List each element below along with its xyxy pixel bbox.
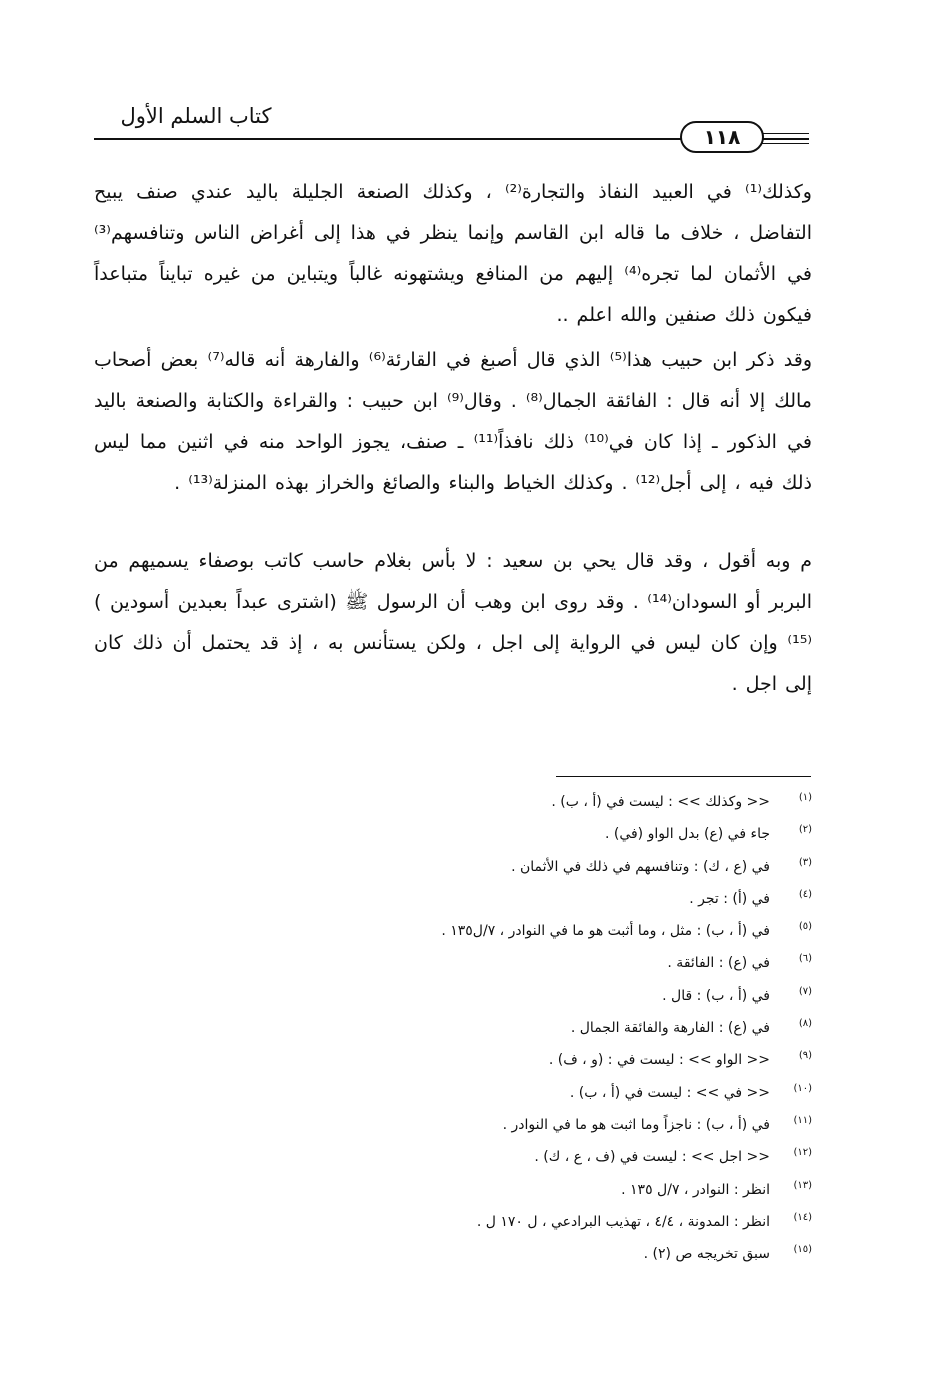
footnote-item bbox=[300, 949, 812, 981]
footnote-number: (١) bbox=[798, 792, 812, 803]
footnote-item bbox=[300, 1046, 812, 1078]
footnote-item bbox=[300, 820, 812, 852]
footnote-number: (١٣) bbox=[793, 1179, 812, 1191]
footnote-number: (١٥) bbox=[793, 1244, 812, 1256]
footnote-item bbox=[300, 917, 812, 949]
footnote-number: (٤) bbox=[798, 888, 812, 900]
footnote-number: (١٠) bbox=[793, 1082, 812, 1094]
footnote-number: (١٢) bbox=[793, 1147, 812, 1159]
footnote-separator bbox=[556, 776, 811, 777]
footnote-item bbox=[300, 1079, 812, 1111]
footnote-item bbox=[300, 1143, 812, 1175]
footnote-item bbox=[300, 1014, 812, 1046]
footnote-text: << الواو >> : ليست في : (و ، ف) . bbox=[548, 1052, 770, 1069]
footnote-text: جاء في (ع) بدل الواو (في) . bbox=[604, 826, 770, 843]
paragraph-text: وكذلك⁽¹⁾ في العبيد النفاذ والتجارة⁽²⁾ ، وكذلك الصنعة الجليلة باليد عندي صنف يبيح التفاضل ، خلاف ما قاله ابن القاسم وإنما ينظر في هذا إلى أغراض الناس وتنافسهم⁽³⁾ في الأثمان لما تجره⁽⁴⁾ إليهم من المنافع ويشتهونه غالباً ويتباين من غيره تبايناً متباعداً فيكون ذلك صنفين والله اعلم .. bbox=[94, 181, 812, 326]
footnote-number: (٨) bbox=[798, 1018, 812, 1030]
footnote-text: في (أ ، ب) : قال . bbox=[662, 987, 770, 1004]
footnote-item bbox=[300, 1240, 812, 1272]
footnote-number: (٢) bbox=[798, 824, 812, 836]
footnote-item bbox=[300, 1111, 812, 1143]
paragraph-text: وقد ذكر ابن حبيب هذا⁽⁵⁾ الذي قال أصبغ في القارئة⁽⁶⁾ والفارهة أنه قاله⁽⁷⁾ بعض أصحاب مالك إلا أنه قال : الفائقة الجمال⁽⁸⁾ . وقال⁽⁹⁾ ابن حبيب : والقراءة والكتابة والصنعة باليد في الذكور ـ إذا كان في⁽¹⁰⁾ ذلك نافذاً⁽¹¹⁾ ـ صنف، يجوز الواحد منه في اثنين مما ليس ذلك فيه ، إلى أجل⁽¹²⁾ . وكذلك الخياط والبناء والصائغ والخراز بهذه المنزلة⁽¹³⁾ . bbox=[94, 349, 813, 494]
footnote-text: في (أ) : تجر . bbox=[689, 890, 770, 907]
footnote-text: انظر : النوادر ، ٧/ل ١٣٥ . bbox=[621, 1181, 770, 1198]
footnote-text: << وكذلك >> : ليست في (أ ، ب) . bbox=[551, 794, 770, 810]
footnote-item bbox=[300, 1208, 812, 1240]
running-header-title: كتاب السلم الأول bbox=[120, 104, 272, 128]
footnote-number: (٣) bbox=[798, 856, 812, 868]
footnote-text: << اجل >> : ليست في (ف ، ع ، ك) . bbox=[534, 1149, 770, 1166]
footnote-text: في (ع ، ك) : وتنافسهم في ذلك في الأثمان . bbox=[511, 858, 770, 875]
footnote-item bbox=[300, 1176, 812, 1208]
footnote-text: في (أ ، ب) : ناجزاً وما اثبت هو ما في النوادر . bbox=[502, 1116, 770, 1133]
page-number: ١١٨ bbox=[680, 121, 764, 153]
footnote-number: (١١) bbox=[793, 1114, 812, 1126]
footnote-number: (٧) bbox=[798, 985, 812, 997]
footnote-text: في (ع) : الفارهة والفائقة الجمال . bbox=[570, 1020, 770, 1037]
footnote-item bbox=[300, 885, 812, 917]
footnote-text: انظر : المدونة ، ٤/٤ ، تهذيب البرادعي ، ل ١٧٠ ل . bbox=[476, 1213, 770, 1230]
footnote-item bbox=[300, 853, 812, 885]
footnote-number: (٥) bbox=[798, 921, 812, 933]
paragraph-text: م وبه أقول ، وقد قال يحي بن سعيد : لا بأس بغلام حاسب كاتب بوصفاء يسميهم من البربر أو السودان⁽¹⁴⁾ . وقد روى ابن وهب أن الرسول ﷺ (اشترى عبداً بعبدين أسودين )⁽¹⁵⁾ وإن كان ليس في الرواية إلى اجل ، ولكن يستأنس به ، إذ قد يحتمل أن ذلك كان إلى اجل . bbox=[94, 550, 812, 695]
footnote-text: سبق تخريجه ص (٢) . bbox=[643, 1246, 770, 1263]
footnotes-list bbox=[300, 788, 812, 1272]
body-paragraph-1 bbox=[94, 172, 812, 336]
body-paragraph-3 bbox=[94, 541, 812, 705]
footnote-item bbox=[300, 982, 812, 1014]
footnote-number: (٦) bbox=[798, 953, 812, 965]
body-paragraph-2 bbox=[94, 340, 812, 504]
footnote-item bbox=[300, 788, 812, 820]
footnote-number: (١٤) bbox=[793, 1211, 812, 1223]
footnote-text: في (ع) : الفائقة . bbox=[667, 955, 770, 972]
footnote-number: (٩) bbox=[798, 1050, 812, 1062]
footnote-text: << في >> : ليست في (أ ، ب) . bbox=[569, 1084, 770, 1101]
footnote-text: في (أ ، ب) : مثل ، وما أثبت هو ما في النوادر ، ٧/ل١٣٥ . bbox=[441, 923, 770, 940]
